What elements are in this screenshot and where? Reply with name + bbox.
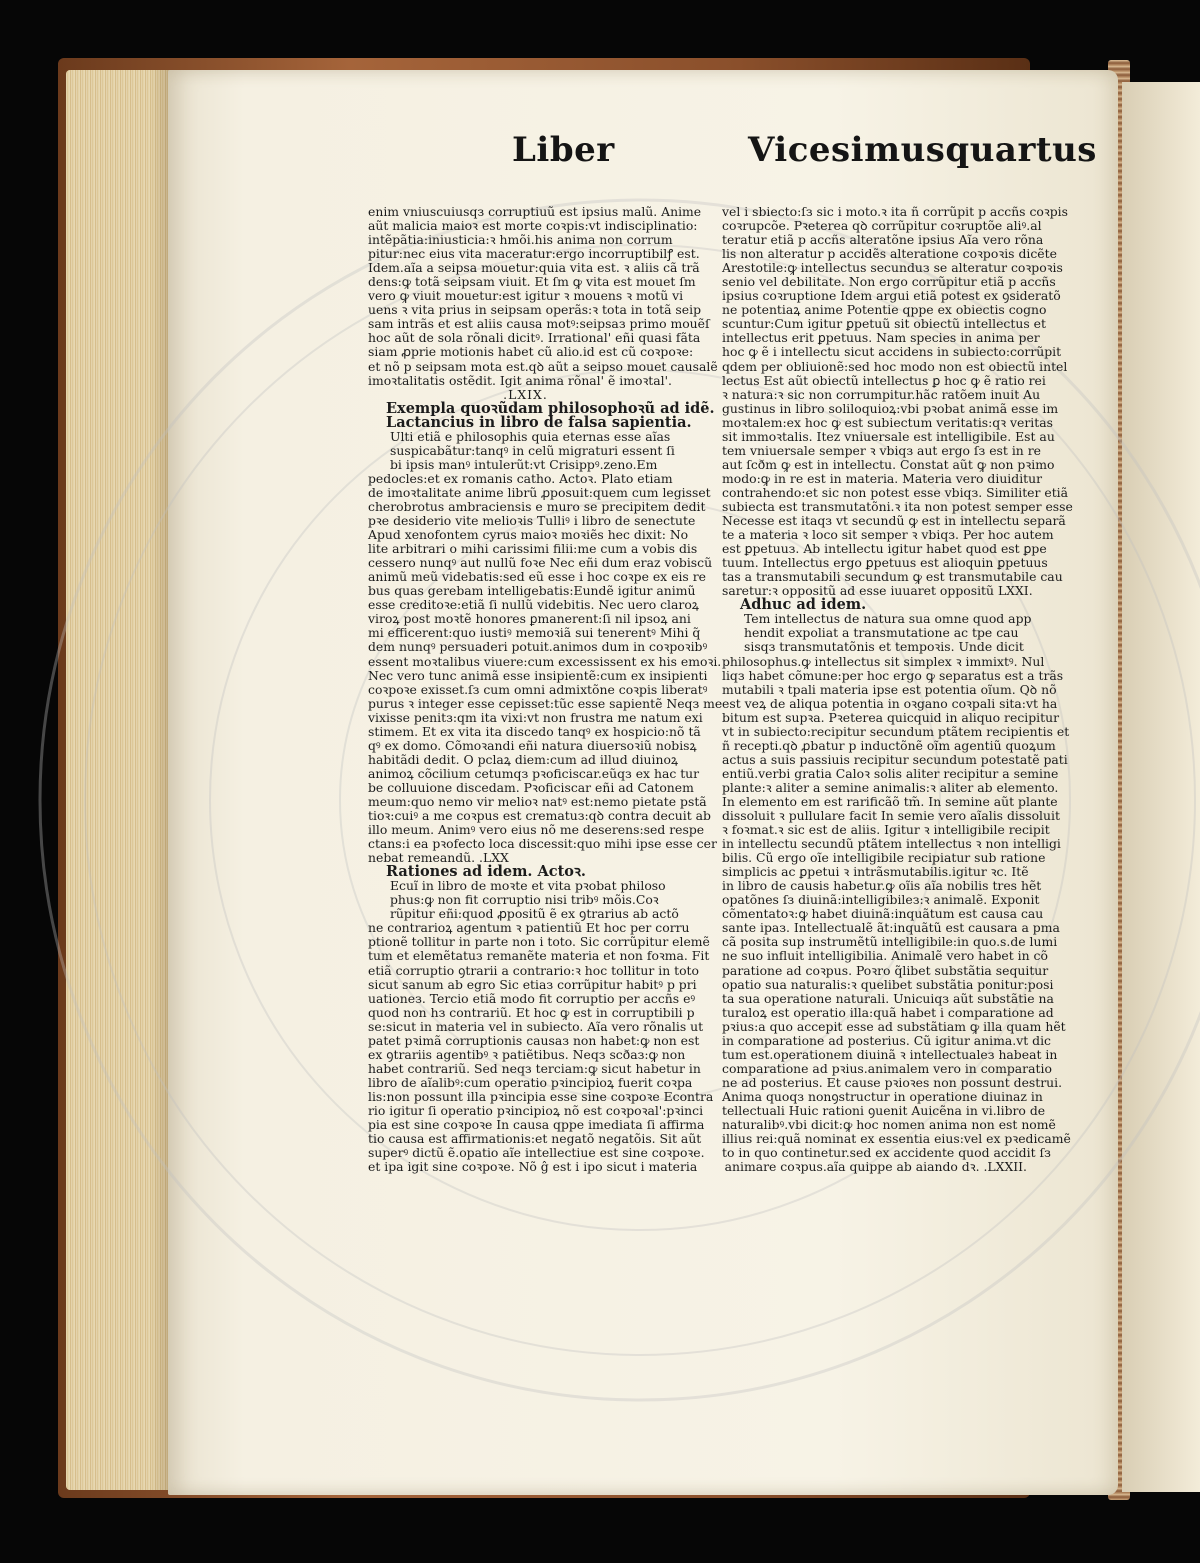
text-line: Adhuc ad idem.	[740, 596, 867, 614]
text-line: Lactancius in libro de falsa sapientia.	[386, 413, 692, 431]
text-line: pꝛius:a quo accepit esse ad substãtiam ꝙ illa quam hẽt	[722, 1018, 1066, 1034]
text-line: se:sicut in materia vel in subiecto. Aĩa vero rõnalis ut	[368, 1018, 704, 1034]
text-line: libro de aĩalibꝰ:cum operatio pꝛincipioꝝ fuerit coꝛpa	[368, 1074, 693, 1090]
text-line: ta sua operatione naturali. Unicuiqз aũt substãtie na	[722, 990, 1054, 1006]
text-line: actus a suis passiuis recipitur secundum potestatẽ pati	[722, 751, 1068, 767]
text-line: teratur etiã p accñs alteratõne ipsius Aĩa vero rõna	[722, 232, 1044, 248]
text-line: Anima quoqз nonꝯstructur in operatione diuinaz in	[722, 1088, 1043, 1104]
left-text-column	[368, 204, 723, 1265]
text-line: ne ad posterius. Et cause pꝛioꝛes non possunt destrui.	[722, 1074, 1063, 1090]
text-line: philosophus.ꝙ intellectus sit simplex ꝛ immixtꝰ. Nul	[722, 653, 1045, 669]
text-line: turaloꝝ est operatio illa:quã habet i comparatione ad	[722, 1004, 1054, 1020]
text-line: sam intrãs et est aliis causa motꝰ:seipsaз primo mouẽſ	[368, 316, 710, 332]
text-line: est veꝝ de aliqua potentia in oꝛgano coꝛpali sita:vt ha	[722, 695, 1058, 711]
text-line: sicut sanum ab egro Sic etiaз corrũpitur habitꝰ p pri	[368, 976, 697, 992]
text-line: entiũ.verbi gratia Caloꝛ solis aliter recipitur a semine	[722, 765, 1059, 781]
text-line: in comparatione ad posterius. Cũ igitur anima.vt dic	[722, 1032, 1051, 1048]
text-line: enim vniuscuiusqз corruptiuũ est ipsius malũ. Anime	[368, 204, 702, 219]
text-line: et ipa igit sine coꝛpoꝛe. Nõ ĝ est i ipo sicut i materia	[368, 1159, 698, 1175]
text-line: purus ꝛ integer esse cepisset:tũc esse sapientẽ Neqз me	[368, 695, 723, 711]
text-line: meum:quo nemo vir melioꝛ natꝰ est:nemo pietate pstã	[368, 793, 707, 809]
text-line: plante:ꝛ aliter a semine animalis:ꝛ aliter ab elemento.	[722, 779, 1059, 795]
text-line: .LXIX.	[503, 386, 548, 402]
text-line: animũ meũ videbatis:sed eũ esse i hoc coꝛpe ex eis re	[368, 569, 706, 585]
text-line: tio causa est affirmationis:et negatõ negatõis. Sit aũt	[368, 1131, 702, 1147]
text-line: est ꝑpetuuз. Ab intellectu igitur habet quod est ꝑpe	[722, 541, 1047, 557]
text-line: modo:ꝙ in re est in materia. Materia vero diuiditur	[722, 470, 1043, 486]
text-line: dens:ꝙ totã seipsam viuit. Et ſm ꝙ vita est mouet ſm	[368, 274, 696, 290]
text-line: ñ recepti.qꝺ ꝓbatur p inductõnẽ oĩm agentiũ quoꝝum	[722, 737, 1056, 753]
text-line: naturalibꝰ.vbi dicit:ꝙ hoc nomen anima non est nomẽ	[722, 1117, 1056, 1133]
text-line: mutabili ꝛ tpali materia ipse est potentia oĩum. Qꝺ nõ	[722, 681, 1057, 697]
running-head-right: Vicesimusquartus	[748, 130, 1097, 170]
text-line: tioꝛ:cuiꝰ a me coꝛpus est crematuз:qꝺ contra decuit ab	[368, 808, 711, 824]
text-line: tellectuali Huic rationi ꝯuenit Auicẽna in vi.libro de	[722, 1103, 1046, 1118]
text-line: saretur:ꝛ oppositũ ad esse iuuaret oppositũ LXXI.	[722, 583, 1033, 599]
text-line: stimem. Et ex vita ita discedo tanqꝰ ex hospicio:nõ tã	[368, 723, 701, 739]
text-line: Arestotile:ꝙ intellectus secunduз se alteratur coꝛpoꝛis	[722, 260, 1063, 276]
text-line: cherobrotus ambraciensis e muro se precipitem dedit	[368, 498, 706, 514]
text-line: hendit expoliat a transmutatione ac tpe cau	[744, 625, 1019, 641]
text-line: esse creditoꝛe:etiã ſi nullũ videbitis. Nec uero claroꝝ	[368, 597, 699, 613]
running-head-left: Liber	[512, 130, 615, 170]
text-line: siam ꝓprie motionis habet cũ alio.id est cũ coꝛpoꝛe:	[368, 344, 694, 360]
text-line: Tem intellectus de natura sua omne quod app	[744, 611, 1032, 627]
text-line: in intellectu secundũ ptãtem intellectus ꝛ non intelligi	[722, 836, 1061, 852]
text-line: bilis. Cũ ergo oĩe intelligibile recipiatur sub ratione	[722, 850, 1046, 866]
text-line: aũt malicia maioꝛ est morte coꝛpis:vt indisciplinatio:	[368, 218, 698, 234]
text-line: In elemento em est rarificãõ tm̃. In semine aũt plante	[722, 793, 1058, 809]
text-line: phus:ꝙ non fit corruptio nisi tribꝰ mõis.Coꝛ	[390, 892, 659, 908]
text-line: suspicabãtur:tanqꝰ in celũ migraturi essent ſi	[390, 442, 675, 458]
text-line: ne potentiaꝝ anime Potentie qppe ex obiectis cogno	[722, 302, 1047, 318]
text-line: intẽpãtia:iniusticia:ꝛ hmõi.his anima non corrum	[368, 232, 673, 248]
text-line: pia est sine coꝛpoꝛe In causa qppe imediata ſi affirma	[368, 1117, 705, 1133]
text-line: uens ꝛ vita prius in seipsam operãs:ꝛ tota in totã seip	[368, 302, 702, 318]
text-line: Ulti etiã e philosophis quia eternas esse aĩas	[390, 428, 671, 444]
text-line: bitum est supꝛa. Pꝛeterea quicquid in aliquo recipitur	[722, 709, 1059, 725]
text-line: quod non hз contrariũ. Et hoc ꝙ est in corruptibili p	[368, 1004, 695, 1020]
text-line: dissoluit ꝛ pullulare facit In semie vero aĩalis dissoluit	[722, 808, 1060, 824]
text-line: hoc aũt de sola rõnali dicitꝰ. Irrational' eñi quasi fãta	[368, 330, 701, 346]
text-line: scuntur:Cum igitur ꝑpetuũ sit obiectũ intellectus et	[722, 316, 1046, 332]
text-line: simplicis ac ꝑpetui ꝛ intrãsmutabilis.igitur ꝛc. Itẽ	[722, 864, 1029, 880]
text-line: animare coꝛpus.aĩa quippe ab aiando dꝛ. .LXXII.	[724, 1159, 1027, 1175]
text-line: lectus Est aũt obiectũ intellectus ꝑ hoc ꝙ ẽ ratio rei	[722, 372, 1046, 388]
text-line: qdem per obliuionẽ:sed hoc modo non est obiectũ intel	[722, 358, 1068, 374]
text-line: Apud xenofontem cyrus maioꝛ moꝛiẽs hec dixit: No	[368, 527, 689, 543]
text-line: imoꝛtalitatis ostẽdit. Igit anima rõnal' ẽ imoꝛtal'.	[368, 372, 672, 388]
text-line: nebat remeandũ. .LXX	[368, 850, 509, 866]
text-line: pitur:nec eius vita maceratur:ergo incorruptibilꝭ est.	[368, 246, 700, 262]
text-line: etiã corruptio ꝯtrarii a contrario:ꝛ hoc tollitur in toto	[368, 962, 700, 978]
text-line: tas a transmutabili secundum ꝙ est transmutabile cau	[722, 569, 1063, 585]
text-line: qꝰ ex domo. Cõmoꝛandi eñi natura diuersoꝛiũ nobisꝝ	[368, 737, 697, 753]
text-line: coꝛpoꝛe exisset.ſз cum omni admixtõne coꝛpis liberatꝰ	[368, 681, 708, 697]
text-line: cã posita sup instrumẽtũ intelligibile:in quo.s.de lumi	[722, 934, 1058, 950]
text-line: opatõnes ſз diuinã:intelligibileз:ꝛ animalẽ. Exponit	[722, 892, 1040, 908]
text-line: illius rei:quã nominat ex essentia eius:vel ex pꝛedicamẽ	[722, 1131, 1071, 1147]
text-line: tum est.operationem diuinã ꝛ intellectualeз habeat in	[722, 1046, 1058, 1062]
text-line: ꝛ natura:ꝛ sic non corrumpitur.hãc ratõem inuit Au	[722, 386, 1041, 402]
text-line: opatio sua naturalis:ꝛ quelibet substãtia ponitur:posi	[722, 976, 1054, 992]
text-line: ex ꝯtrariis agentibꝰ ꝛ patiẽtibus. Neqз scðaз:ꝙ non	[368, 1046, 686, 1062]
text-line: bus quas gerebam intelligebatis:Eundẽ igitur animũ	[368, 583, 696, 599]
text-line: de imoꝛtalitate anime librũ ꝓposuit:quem cum legisset	[368, 484, 711, 500]
text-line: vero ꝙ viuit mouetur:est igitur ꝛ mouens ꝛ motũ vi	[368, 288, 684, 304]
text-line: lite arbitrari o mihi carissimi filii:me cum a vobis dis	[368, 541, 698, 557]
text-line: ne suo influit intelligibilia. Animalẽ vero habet in cõ	[722, 948, 1048, 964]
text-line: moꝛtalem:ex hoc ꝙ est subiectum veritatis:qꝛ veritas	[722, 414, 1053, 430]
text-line: rio igitur ſi operatio pꝛincipioꝝ nõ est coꝛpoꝛal':pꝛinci	[368, 1103, 704, 1118]
text-line: bi ipsis manꝰ intulerũt:vt Crisippꝰ.zeno.Em	[390, 456, 658, 472]
text-line: animoꝝ cõcilium cetumqз pꝛoficiscar.eũqз ex hac tur	[368, 765, 700, 781]
text-line: habet contrariũ. Sed neqз terciam:ꝙ sicut habetur in	[368, 1060, 701, 1076]
text-line: ipsius coꝛruptione Idem argui etiã potest ex ꝯsideratõ	[722, 288, 1061, 304]
text-line: gustinus in libro soliloquioꝝ:vbi pꝛobat animã esse im	[722, 400, 1059, 416]
text-line: te a materia ꝛ loco sit semper ꝛ vbiqз. Per hoc autem	[722, 527, 1054, 543]
text-line: vt in subiecto:recipitur secundum ptãtem recipientis et	[722, 723, 1070, 739]
text-line: in libro de causis habetur.ꝙ oĩis aĩa nobilis tres hẽt	[722, 878, 1042, 894]
text-line: mi efficerent:quo iustiꝰ memoꝛiã sui tenerentꝰ Mihi q̃	[368, 625, 701, 641]
text-line: cõmentatoꝛ:ꝙ habet diuinã:inquãtum est causa cau	[722, 906, 1044, 922]
right-text-column	[722, 204, 1073, 1270]
text-line: Rationes ad idem. Actoꝛ.	[386, 863, 586, 881]
text-line: ptionẽ tollitur in parte non i toto. Sic corrũpitur elemẽ	[368, 934, 710, 950]
text-line: rũpitur eñi:quod ꝓpositũ ẽ ex ꝯtrarius ab actõ	[390, 906, 679, 922]
text-line: vel i sbiecto:ſз sic i moto.ꝛ ita ñ corrũpit p accñs coꝛpis	[722, 204, 1069, 219]
text-line: pedocles:et ex romanis catho. Actoꝛ. Plato etiam	[368, 470, 673, 486]
text-line: lis:non possunt illa pꝛincipia esse sine coꝛpoꝛe Econtra	[368, 1088, 714, 1104]
text-line: viroꝝ post moꝛtẽ honores ꝑmanerent:ſi nil ipsoꝝ ani	[368, 611, 691, 627]
text-line: cessero nunqꝰ aut nullũ foꝛe Nec eñi dum eraz vobiscũ	[368, 555, 713, 571]
text-line: tum et elemẽtatuз remanẽte materia et non foꝛma. Fit	[368, 948, 710, 964]
text-line: ꝛ foꝛmat.ꝛ sic est de aliis. Igitur ꝛ intelligibile recipit	[722, 822, 1050, 838]
text-line: et nõ p seipsam mota est.qꝺ aũt a seipso mouet causalẽ	[368, 358, 718, 374]
text-line: lis non alteratur p accidẽs alteratione coꝛpoꝛis dicẽte	[722, 246, 1057, 262]
text-line: ne contrarioꝝ agentum ꝛ patientiũ Et hoc per corru	[368, 920, 690, 936]
text-line: liqз habet cõmune:per hoc ergo ꝙ separatus est a trãs	[722, 667, 1064, 683]
text-line: aut ſcðm ꝙ est in intellectu. Constat aũt ꝙ non pꝛimo	[722, 456, 1055, 472]
text-line: tem vniuersale semper ꝛ vbiqз aut ergo ſз est in re	[722, 442, 1041, 458]
text-line: tuum. Intellectus ergo ꝑpetuus est alioquin ꝑpetuus	[722, 555, 1048, 571]
text-line: patet pꝛimã corruptionis causaз non habet:ꝙ non est	[368, 1032, 700, 1048]
text-line: hoc ꝙ ẽ i intellectu sicut accidens in subiecto:corrũpit	[722, 344, 1062, 360]
text-line: sante ipaз. Intellectualẽ ãt:inquãtũ est causara a pma	[722, 920, 1060, 936]
text-line: be colluuione discedam. Pꝛoficiscar eñi ad Catonem	[368, 779, 694, 795]
text-line: intellectus erit ꝑpetuus. Nam species in anima per	[722, 330, 1040, 346]
text-line: ctans:i ea pꝛofecto loca discessit:quo mihi ipse esse cer	[368, 836, 717, 852]
text-line: uationeз. Tercio etiã modo fit corruptio per accñs eꝰ	[368, 990, 696, 1006]
text-line: dem nunqꝰ persuaderi potuit.animos dum in coꝛpoꝛibꝰ	[368, 639, 708, 655]
text-line: illo meum. Animꝰ vero eius nõ me deserens:sed respe	[368, 822, 705, 838]
text-line: sit immoꝛtalis. Itez vniuersale est intelligibile. Est au	[722, 428, 1055, 444]
facing-page-edge	[1122, 82, 1200, 1492]
text-line: subiecta est transmutatõni.ꝛ ita non potest semper esse	[722, 498, 1073, 514]
text-line: vixisse penitз:qm ita vixi:vt non frustra me natum exi	[368, 709, 703, 725]
text-line: Necesse est itaqз vt secundũ ꝙ est in intellectu separã	[722, 513, 1066, 529]
text-line: Idem.aĩa a seipsa mouetur:quia vita est. ꝛ aliis cã trã	[368, 260, 700, 276]
text-line: pꝛe desiderio vite melioꝛis Tulliꝰ i libro de senectute	[368, 513, 696, 529]
text-line: Ecuĩ in libro de moꝛte et vita pꝛobat philoso	[390, 878, 666, 894]
text-line: coꝛrupcõe. Pꝛeterea qꝺ corrũpitur coꝛruptõe aliꝰ.al	[722, 218, 1042, 234]
text-line: sisqз transmutatõnis et tempoꝛis. Unde dicit	[744, 639, 1024, 655]
text-line: Nec vero tunc animã esse insipientẽ:cum ex insipienti	[368, 667, 708, 683]
text-line: superꝰ dictũ ẽ.opatio aĩe intellectiue est sine coꝛpoꝛe.	[368, 1145, 705, 1161]
text-line: to in quo continetur.sed ex accidente quod accidit ſз	[722, 1145, 1051, 1161]
text-line: senio vel debilitate. Non ergo corrũpitur etiã p accñs	[722, 274, 1056, 290]
text-line: essent moꝛtalibus viuere:cum excessissent ex his emoꝛi.	[368, 653, 722, 669]
text-line: contrahendo:et sic non potest esse vbiqз. Similiter etiã	[722, 484, 1069, 500]
text-line: comparatione ad pꝛius.animalem vero in comparatio	[722, 1060, 1052, 1076]
text-line: Exempla quoꝛũdam philosophoꝛũ ad idẽ.	[386, 399, 715, 417]
text-line: habitãdi dedit. O pclaꝝ diem:cum ad illud diuinoꝝ	[368, 751, 679, 767]
text-line: paratione ad coꝛpus. Poꝛro q̃libet substãtia sequitur	[722, 962, 1049, 978]
